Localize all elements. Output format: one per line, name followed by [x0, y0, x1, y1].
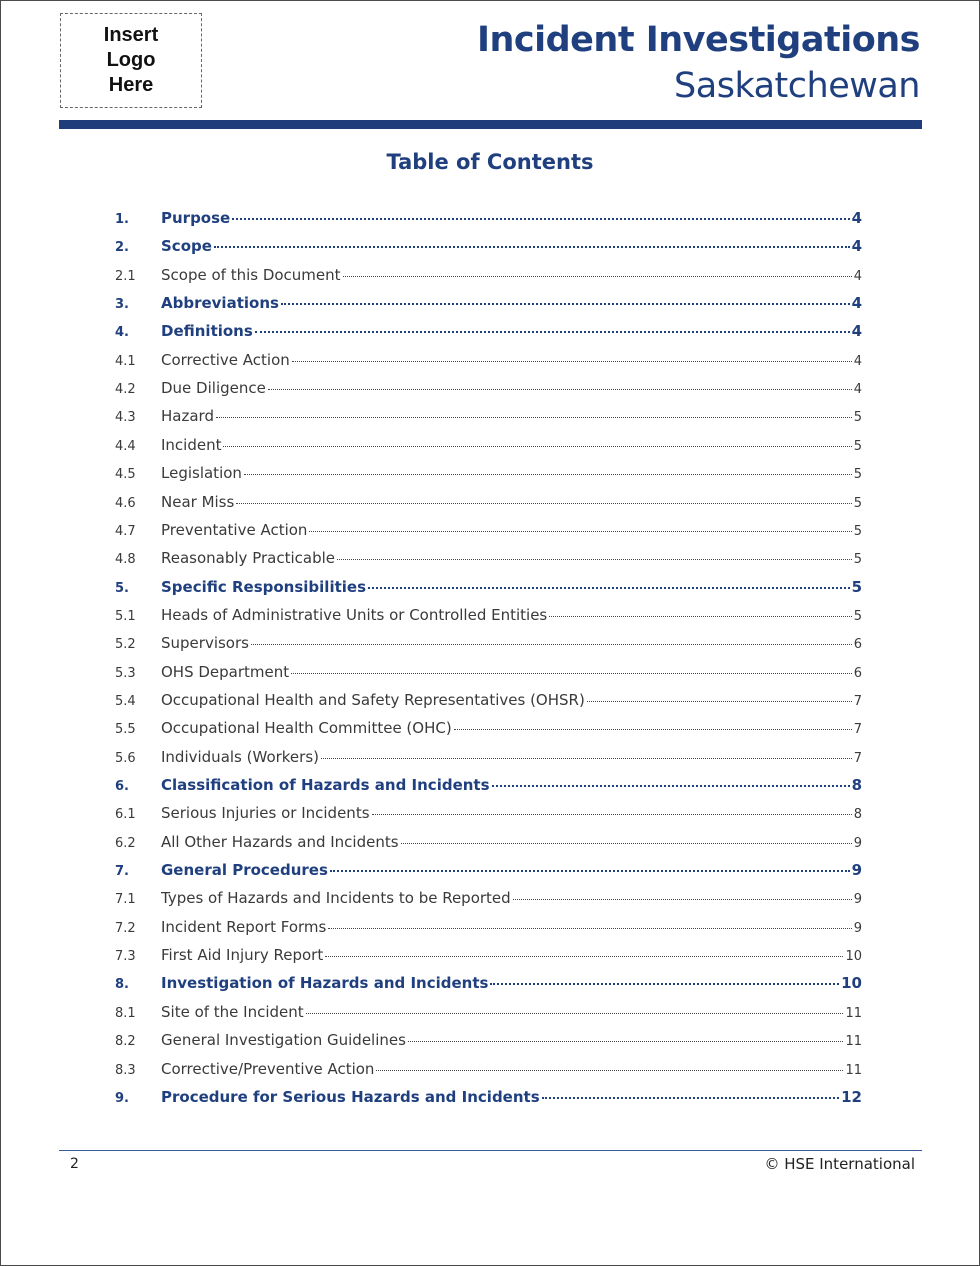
toc-entry-number: 4.8 [115, 552, 136, 568]
toc-entry-title[interactable]: Site of the Incident [161, 1002, 304, 1021]
toc-entry-page: 4 [853, 268, 862, 284]
toc-entry[interactable] [115, 294, 862, 320]
toc-entry-title[interactable]: Occupational Health and Safety Representatives (OHSR) [161, 690, 585, 709]
toc-entry-title[interactable]: Corrective/Preventive Action [161, 1059, 375, 1078]
toc-entry-page: 11 [845, 1062, 862, 1078]
toc-entry[interactable] [115, 1060, 862, 1086]
toc-dot-leader [587, 700, 852, 702]
toc-entry[interactable] [115, 719, 862, 745]
toc-entry-page: 7 [853, 693, 862, 709]
toc-entry-page: 5 [851, 577, 862, 596]
toc-entry-page: 10 [841, 974, 862, 993]
toc-dot-leader [281, 302, 850, 305]
toc-entry[interactable] [115, 351, 862, 377]
toc-entry-number: 2. [115, 240, 129, 256]
toc-entry-title[interactable]: Procedure for Serious Hazards and Incidents [161, 1087, 540, 1106]
toc-entry-number: 8.1 [115, 1005, 136, 1021]
toc-entry-number: 5.5 [115, 722, 136, 738]
toc-entry-page: 9 [851, 861, 862, 880]
toc-entry-page: 9 [853, 835, 862, 851]
toc-entry[interactable] [115, 748, 862, 774]
toc-dot-leader [268, 388, 852, 390]
toc-entry-number: 6. [115, 779, 129, 794]
toc-entry-title[interactable]: Incident Report Forms [161, 917, 327, 936]
toc-entry-title[interactable]: OHS Department [161, 662, 290, 681]
toc-entry-title[interactable]: Scope [161, 237, 212, 256]
toc-entry-title[interactable]: Due Diligence [161, 379, 266, 398]
toc-dot-leader [337, 558, 852, 560]
toc-entry-number: 5.4 [115, 693, 136, 709]
toc-entry-page: 9 [853, 892, 862, 908]
toc-entry-number: 5. [115, 580, 129, 596]
footer-rule [59, 1150, 922, 1151]
toc-entry-number: 8. [115, 977, 129, 993]
toc-entry-number: 6.1 [115, 807, 136, 823]
toc-entry[interactable] [115, 691, 862, 717]
document-subtitle: Saskatchewan [674, 66, 920, 106]
toc-entry-title[interactable]: Supervisors [161, 634, 249, 653]
toc-entry-number: 4.5 [115, 467, 136, 483]
toc-entry-page: 5 [853, 552, 862, 568]
toc-entry[interactable] [115, 663, 862, 689]
toc-dot-leader [309, 530, 851, 532]
toc-entry[interactable] [115, 1031, 862, 1057]
toc-entry[interactable] [115, 379, 862, 405]
toc-entry-number: 7.3 [115, 949, 136, 965]
toc-entry-page: 6 [853, 637, 862, 653]
toc-entry[interactable] [115, 833, 862, 859]
toc-entry-title[interactable]: General Investigation Guidelines [161, 1031, 406, 1050]
toc-entry-page: 7 [853, 750, 862, 766]
toc-entry-page: 7 [853, 722, 862, 738]
toc-entry-title[interactable]: General Procedures [161, 861, 328, 880]
toc-entry-number: 2.1 [115, 268, 136, 284]
toc-dot-leader [232, 217, 849, 220]
toc-entry-title[interactable]: Investigation of Hazards and Incidents [161, 974, 489, 993]
toc-entry-number: 7. [115, 864, 129, 880]
toc-entry-title[interactable]: Hazard [161, 407, 214, 426]
toc-entry-title[interactable]: Corrective Action [161, 350, 290, 369]
toc-entry[interactable] [115, 209, 862, 235]
toc-entry-number: 4.6 [115, 495, 136, 511]
toc-dot-leader [214, 245, 850, 248]
toc-entry-title[interactable]: Types of Hazards and Incidents to be Reported [161, 889, 511, 908]
toc-entry[interactable] [115, 464, 862, 490]
toc-dot-leader [325, 955, 843, 957]
toc-entry-page: 4 [853, 353, 862, 369]
toc-entry-number: 5.3 [115, 665, 136, 681]
toc-entry[interactable] [115, 493, 862, 519]
toc-entry[interactable] [115, 861, 862, 887]
toc-entry[interactable] [115, 436, 862, 462]
toc-dot-leader [454, 728, 852, 730]
toc-dot-leader [236, 502, 851, 504]
header-rule [59, 120, 922, 129]
toc-dot-leader [549, 615, 851, 617]
toc-entry-title[interactable]: Individuals (Workers) [161, 747, 319, 766]
toc-entry-page: 4 [851, 294, 862, 313]
toc-dot-leader [513, 898, 852, 900]
toc-dot-leader [291, 672, 852, 674]
toc-entry-page: 5 [853, 438, 862, 454]
toc-entry-title[interactable]: Abbreviations [161, 294, 279, 313]
toc-entry-page: 12 [841, 1087, 862, 1106]
toc-entry-title[interactable]: All Other Hazards and Incidents [161, 832, 399, 851]
toc-entry-number: 4.7 [115, 523, 136, 539]
toc-dot-leader [376, 1069, 843, 1071]
toc-entry-title[interactable]: Classification of Hazards and Incidents [161, 776, 490, 794]
toc-entry-number: 9. [115, 1090, 129, 1106]
toc-entry-page: 8 [853, 807, 862, 823]
toc-entry-number: 3. [115, 297, 129, 313]
toc-entry-title[interactable]: Reasonably Practicable [161, 549, 335, 568]
toc-heading: Table of Contents [386, 150, 594, 174]
toc-entry[interactable] [115, 1088, 862, 1114]
toc-entry-number: 5.1 [115, 608, 136, 624]
toc-entry-page: 4 [851, 237, 862, 256]
toc-entry-page: 11 [845, 1034, 862, 1050]
toc-entry-title[interactable]: Heads of Administrative Units or Controlled Entities [161, 605, 548, 624]
toc-dot-leader [223, 445, 851, 447]
toc-entry-number: 8.2 [115, 1034, 136, 1050]
toc-entry-title[interactable]: First Aid Injury Report [161, 946, 324, 965]
toc-entry[interactable] [115, 918, 862, 944]
toc-dot-leader [372, 813, 852, 815]
toc-dot-leader [292, 360, 852, 362]
toc-entry-number: 7.2 [115, 920, 136, 936]
toc-entry[interactable] [115, 606, 862, 632]
toc-entry-number: 1. [115, 212, 129, 227]
toc-entry-page: 4 [851, 322, 862, 341]
toc-entry-page: 11 [845, 1005, 862, 1021]
toc-entry-title[interactable]: Scope of this Document [161, 265, 341, 284]
toc-entry-title[interactable]: Incident [161, 435, 222, 454]
toc-entry-page: 5 [853, 467, 862, 483]
toc-entry[interactable] [115, 578, 862, 604]
toc-entry[interactable] [115, 974, 862, 1000]
toc-entry-page: 5 [853, 410, 862, 426]
toc-entry[interactable] [115, 946, 862, 972]
toc-entry-title[interactable]: Preventative Action [161, 520, 308, 539]
toc-entry-number: 7.1 [115, 892, 136, 908]
toc-entry[interactable] [115, 776, 862, 802]
toc-entry-title[interactable]: Definitions [161, 322, 253, 341]
footer-copyright: © HSE International [764, 1155, 915, 1173]
toc-entry-page: 5 [853, 495, 862, 511]
toc-dot-leader [244, 473, 852, 475]
toc-entry-page: 5 [853, 523, 862, 539]
toc-dot-leader [343, 275, 852, 277]
toc-dot-leader [328, 927, 851, 929]
toc-entry[interactable] [115, 889, 862, 915]
toc-entry[interactable] [115, 1003, 862, 1029]
logo-placeholder [60, 13, 202, 108]
toc-entry-page: 10 [845, 949, 862, 965]
toc-dot-leader [216, 416, 852, 418]
toc-dot-leader [330, 869, 850, 872]
toc-dot-leader [408, 1040, 844, 1042]
toc-entry[interactable] [115, 521, 862, 547]
toc-entry-page: 4 [853, 382, 862, 398]
toc-entry-title[interactable]: Specific Responsibilities [161, 577, 366, 596]
toc-entry[interactable] [115, 237, 862, 263]
footer-page-number: 2 [70, 1156, 79, 1172]
toc-entry-title[interactable]: Purpose [161, 209, 231, 227]
toc-dot-leader [542, 1096, 839, 1099]
toc-entry-title[interactable]: Occupational Health Committee (OHC) [161, 719, 452, 738]
toc-dot-leader [306, 1012, 844, 1014]
toc-entry-number: 4.4 [115, 438, 136, 454]
toc-dot-leader [321, 757, 852, 759]
toc-entry-number: 4.1 [115, 353, 136, 369]
toc-entry-number: 5.2 [115, 637, 136, 653]
toc-entry-page: 5 [853, 608, 862, 624]
toc-dot-leader [490, 982, 839, 985]
toc-dot-leader [368, 586, 850, 589]
toc-entry[interactable] [115, 407, 862, 433]
toc-dot-leader [401, 842, 852, 844]
toc-entry-title[interactable]: Near Miss [161, 492, 235, 511]
toc-entry-title[interactable]: Serious Injuries or Incidents [161, 804, 370, 823]
toc-entry-page: 8 [851, 776, 862, 794]
logo-placeholder-text: Insert Logo Here [103, 24, 159, 96]
toc-entry-number: 4.2 [115, 382, 136, 398]
toc-entry[interactable] [115, 634, 862, 660]
toc-entry-number: 6.2 [115, 835, 136, 851]
toc-entry-number: 4. [115, 325, 129, 341]
toc-entry-title[interactable]: Legislation [161, 464, 242, 483]
toc-entry-page: 9 [853, 920, 862, 936]
toc-entry[interactable] [115, 322, 862, 348]
toc-entry-number: 5.6 [115, 750, 136, 766]
toc-entry[interactable] [115, 804, 862, 830]
toc-dot-leader [255, 330, 850, 333]
toc-entry-page: 6 [853, 665, 862, 681]
toc-dot-leader [251, 643, 852, 645]
toc-dot-leader [492, 784, 850, 787]
toc-entry[interactable] [115, 549, 862, 575]
toc-entry-number: 4.3 [115, 410, 136, 426]
toc-entry-page: 4 [851, 209, 862, 227]
toc-entry[interactable] [115, 266, 862, 292]
document-title: Incident Investigations [476, 20, 920, 60]
toc-entry-number: 8.3 [115, 1062, 136, 1078]
